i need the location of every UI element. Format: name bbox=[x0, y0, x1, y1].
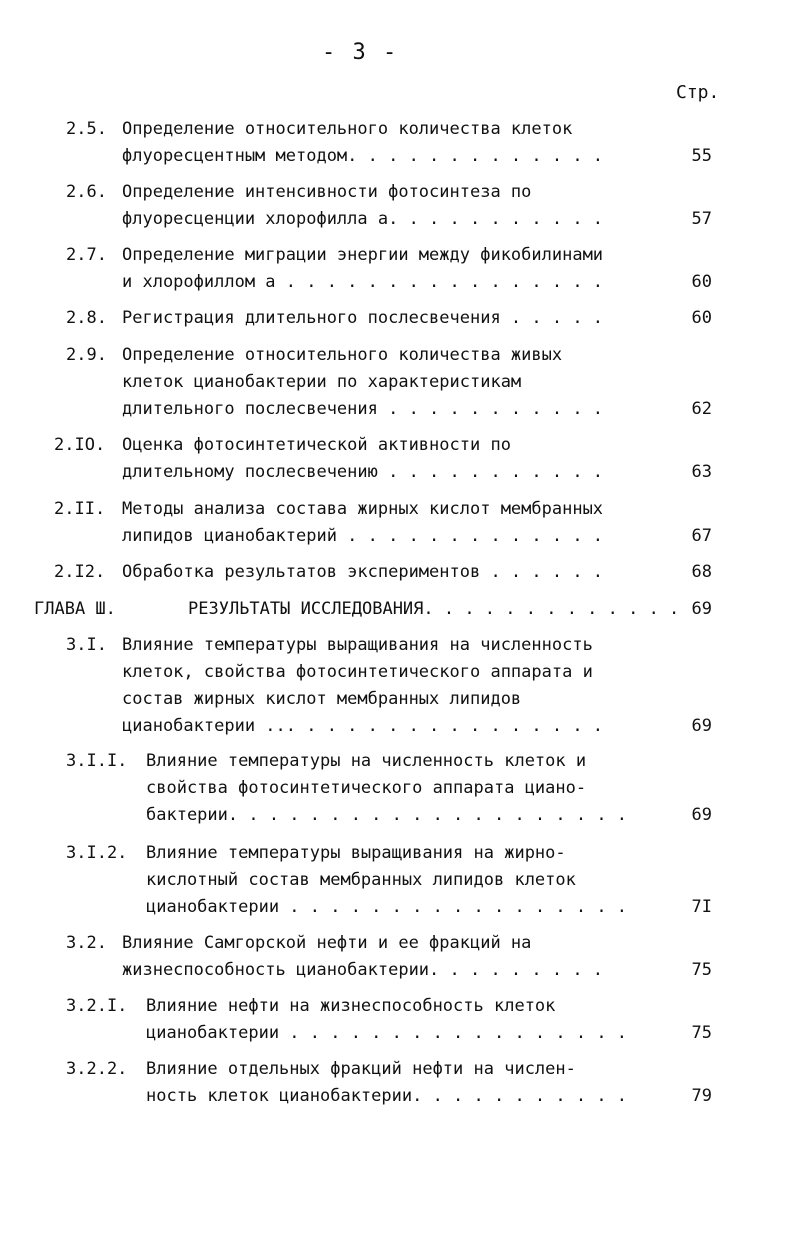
toc-entry-page: 79 bbox=[691, 1086, 712, 1106]
toc-entry-number: 3.I.I. bbox=[66, 751, 128, 771]
toc-entry-title-line: длительному послесвечению . . . . . . . . . . . bbox=[122, 462, 604, 482]
toc-entry-page: 55 bbox=[691, 146, 712, 166]
toc-entry-title-line: цианобактерии . . . . . . . . . . . . . . . . . bbox=[146, 1023, 628, 1043]
toc-entry-title-line: жизнеспособность цианобактерии. . . . . . . . . bbox=[122, 960, 604, 980]
toc-entry-title bbox=[122, 930, 603, 984]
toc-entry-page: 75 bbox=[691, 1023, 712, 1043]
toc-entry bbox=[0, 748, 712, 829]
toc-entry-title bbox=[122, 632, 603, 740]
toc-entry-title-line: длительного послесвечения . . . . . . . . . . . bbox=[122, 399, 604, 419]
toc-entry-title-line: флуоресцентным методом. . . . . . . . . . . . . bbox=[122, 146, 604, 166]
toc-entry bbox=[0, 116, 712, 170]
toc-entry bbox=[0, 559, 712, 586]
toc-entry-number: 3.2.2. bbox=[66, 1059, 128, 1079]
toc-entry-title bbox=[122, 179, 603, 233]
toc-entry-title-line: свойства фотосинтетического аппарата циано- bbox=[146, 778, 587, 798]
toc-entry-title-line: цианобактерии . . . . . . . . . . . . . . . . . bbox=[146, 897, 628, 917]
toc-entry-title bbox=[122, 305, 603, 332]
toc-entry-number: 3.2.I. bbox=[66, 996, 128, 1016]
column-header-page: Стр. bbox=[676, 82, 720, 103]
toc-entry-title bbox=[146, 1056, 627, 1110]
toc-entry-page: 68 bbox=[691, 562, 712, 582]
toc-entry-number: 3.I.2. bbox=[66, 843, 128, 863]
toc-entry-title-line: кислотный состав мембранных липидов клеток bbox=[146, 870, 576, 890]
toc-entry-title-line: состав жирных кислот мембранных липидов bbox=[122, 689, 522, 709]
toc-entry-title-line: Влияние отдельных фракций нефти на числен- bbox=[146, 1059, 576, 1079]
toc-entry-number: ГЛАВА Ш. bbox=[34, 599, 116, 619]
toc-entry-page: 63 bbox=[691, 462, 712, 482]
toc-entry-page: 69 bbox=[691, 599, 712, 619]
toc-entry-page: 62 bbox=[691, 399, 712, 419]
toc-entry-number: 2.5. bbox=[66, 119, 107, 139]
toc-entry-title-line: Влияние Самгорской нефти и ее фракций на bbox=[122, 933, 532, 953]
toc-entry-number: 2.9. bbox=[66, 345, 107, 365]
toc-entry-title-line: РЕЗУЛЬТАТЫ ИССЛЕДОВАНИЯ. . . . . . . . . . . . . bbox=[188, 599, 680, 619]
toc-entry-page: 7I bbox=[691, 897, 712, 917]
toc-entry-number: 3.I. bbox=[66, 635, 107, 655]
toc-entry-title bbox=[188, 596, 679, 623]
toc-entry bbox=[0, 993, 712, 1047]
toc-entry-title-line: липидов цианобактерий . . . . . . . . . . . . . bbox=[122, 526, 604, 546]
toc-entry-number: 2.6. bbox=[66, 182, 107, 202]
toc-entry bbox=[0, 342, 712, 423]
toc-entry bbox=[0, 1056, 712, 1110]
toc-entry-number: 2.IO. bbox=[54, 435, 106, 455]
toc-entry-page: 69 bbox=[691, 716, 712, 736]
toc-entry-title-line: флуоресценции хлорофилла a. . . . . . . . . . . bbox=[122, 209, 604, 229]
toc-entry-title-line: ность клеток цианобактерии. . . . . . . . . . . bbox=[146, 1086, 628, 1106]
toc-entry-title-line: Определение интенсивности фотосинтеза по bbox=[122, 182, 532, 202]
toc-entry-title-line: Влияние температуры выращивания на жирно- bbox=[146, 843, 566, 863]
toc-entry-title-line: и хлорофиллом a . . . . . . . . . . . . . . . . bbox=[122, 272, 604, 292]
toc-entry-title bbox=[122, 242, 603, 296]
toc-entry-page: 67 bbox=[691, 526, 712, 546]
toc-entry-title-line: клеток цианобактерии по характеристикам bbox=[122, 372, 522, 392]
toc-entry-page: 69 bbox=[691, 805, 712, 825]
toc-entry-page: 60 bbox=[691, 308, 712, 328]
toc-entry-title-line: Методы анализа состава жирных кислот мембранных bbox=[122, 499, 604, 519]
toc-entry-title bbox=[146, 993, 627, 1047]
toc-entry-title-line: Определение относительного количества живых bbox=[122, 345, 563, 365]
toc-entry-title-line: Обработка результатов экспериментов . . . . . . bbox=[122, 562, 604, 582]
toc-entry-title-line: Влияние температуры на численность клеток и bbox=[146, 751, 587, 771]
toc-entry-title bbox=[146, 748, 627, 829]
toc-entry-title bbox=[122, 559, 603, 586]
toc-entry-title bbox=[122, 432, 603, 486]
toc-entry-number: 2.II. bbox=[54, 499, 106, 519]
toc-entry-title-line: клеток, свойства фотосинтетического аппарата и bbox=[122, 662, 593, 682]
toc-entry bbox=[0, 496, 712, 550]
toc-entry bbox=[0, 242, 712, 296]
toc-entry-title-line: Определение миграции энергии между фикобилинами bbox=[122, 245, 604, 265]
toc-entry-number: 2.8. bbox=[66, 308, 107, 328]
toc-entry-title-line: Влияние температуры выращивания на численность bbox=[122, 635, 593, 655]
toc-entry-number: 2.7. bbox=[66, 245, 107, 265]
toc-entry-page: 57 bbox=[691, 209, 712, 229]
toc-entry-title bbox=[122, 496, 603, 550]
toc-entry bbox=[0, 840, 712, 921]
toc-entry bbox=[0, 632, 712, 740]
toc-entry-number: 3.2. bbox=[66, 933, 107, 953]
toc-entry bbox=[0, 179, 712, 233]
toc-entry-title bbox=[146, 840, 627, 921]
toc-entry-title-line: Определение относительного количества клеток bbox=[122, 119, 573, 139]
toc-entry-title-line: цианобактерии ... . . . . . . . . . . . . . . . bbox=[122, 716, 604, 736]
toc-entry-title bbox=[122, 342, 603, 423]
toc-entry-title-line: бактерии. . . . . . . . . . . . . . . . . . . . bbox=[146, 805, 628, 825]
toc-entry-title-line: Влияние нефти на жизнеспособность клеток bbox=[146, 996, 556, 1016]
toc-entry-page: 60 bbox=[691, 272, 712, 292]
toc-entry-title-line: Регистрация длительного послесвечения . . . . . bbox=[122, 308, 604, 328]
toc-entry bbox=[0, 596, 712, 623]
toc-entry bbox=[0, 930, 712, 984]
toc-entry bbox=[0, 305, 712, 332]
toc-entry bbox=[0, 432, 712, 486]
toc-entry-title bbox=[122, 116, 603, 170]
toc-entry-page: 75 bbox=[691, 960, 712, 980]
toc-entry-title-line: Оценка фотосинтетической активности по bbox=[122, 435, 511, 455]
page-number: - 3 - bbox=[322, 40, 399, 65]
toc-entry-number: 2.I2. bbox=[54, 562, 106, 582]
